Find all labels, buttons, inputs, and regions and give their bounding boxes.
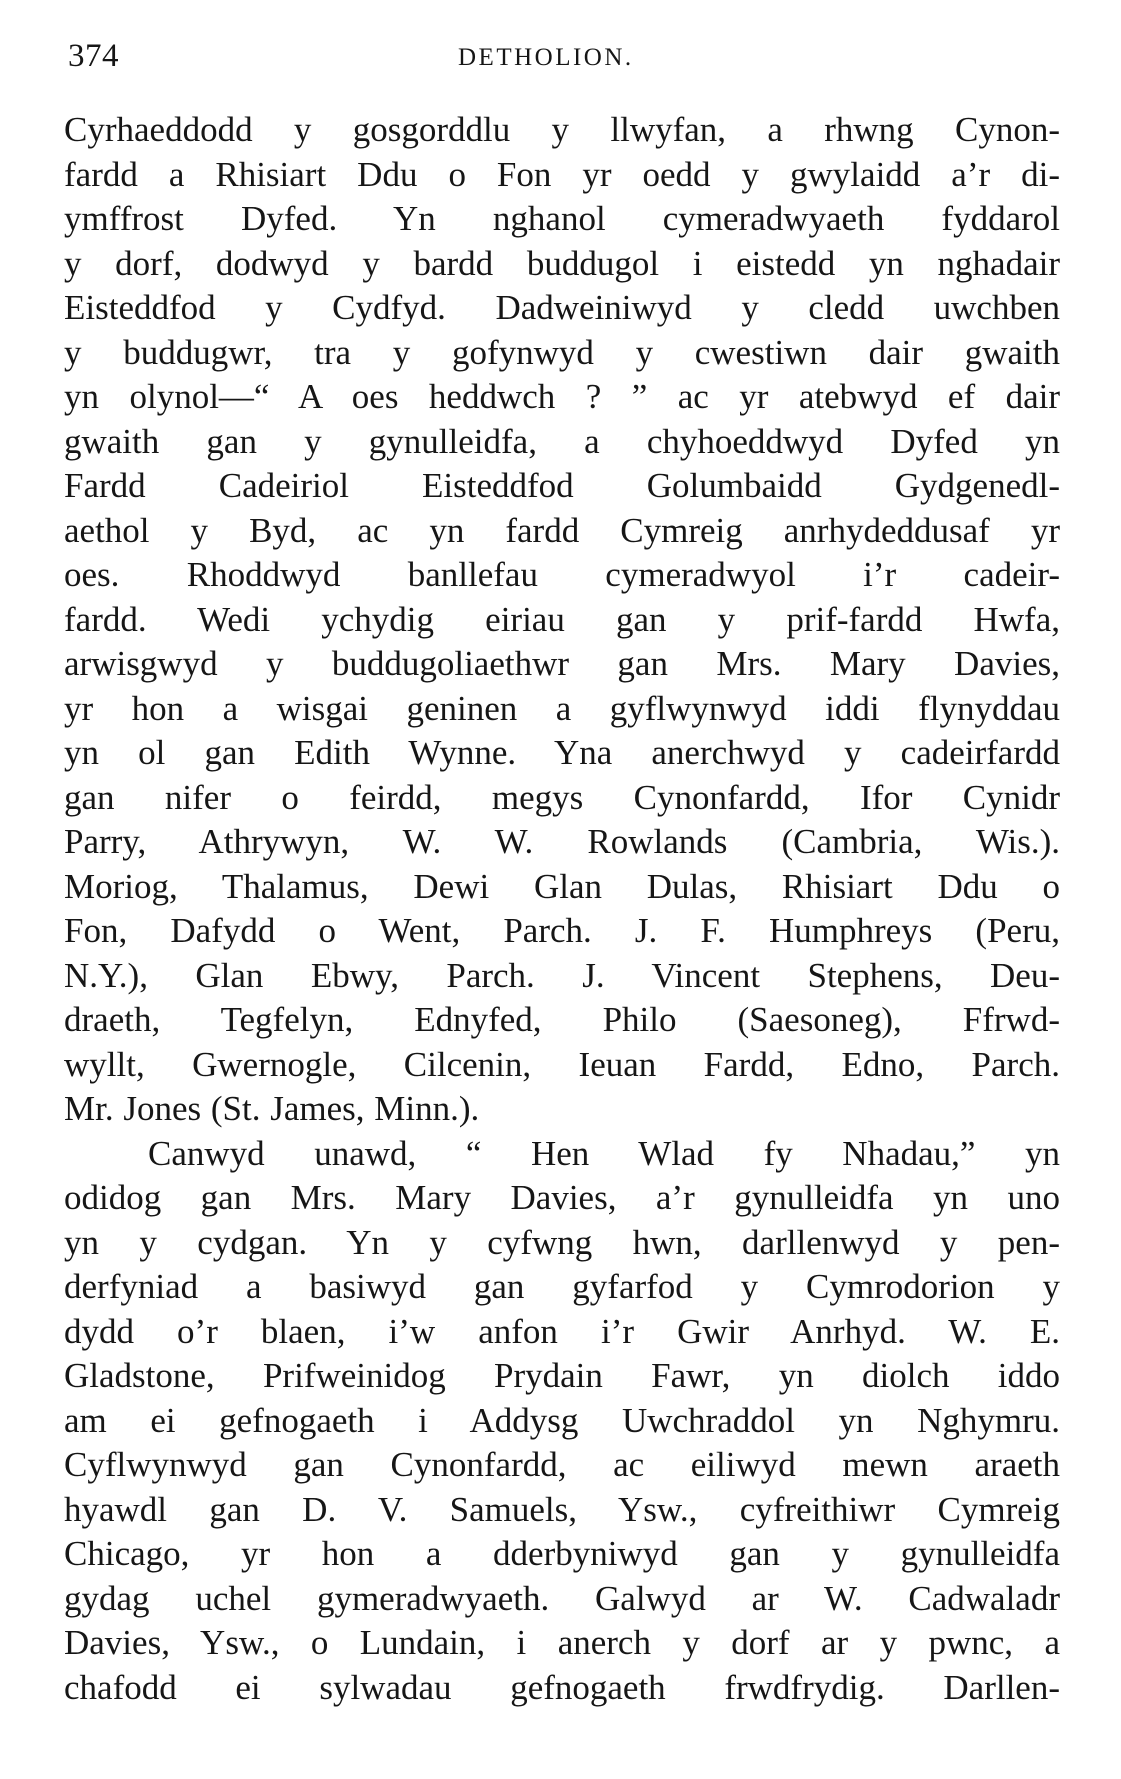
text-line: Chicago, yr hon a dderbyniwyd gan y gynulleidfa bbox=[64, 1534, 1060, 1573]
text-line: gan nifer o feirdd, megys Cynonfardd, Ifor Cynidr bbox=[64, 777, 1060, 817]
text-line: Canwyd unawd, “ Hen Wlad fy Nhadau,” yn bbox=[148, 1133, 1060, 1173]
text-line: y dorf, dodwyd y bardd buddugol i eistedd yn nghadair bbox=[64, 243, 1060, 283]
text-line: Davies, Ysw., o Lundain, i anerch y dorf ar y pwnc, a bbox=[64, 1623, 1060, 1662]
text-line: gwaith gan y gynulleidfa, a chyhoeddwyd Dyfed yn bbox=[64, 421, 1060, 461]
text-line: Fon, Dafydd o Went, Parch. J. F. Humphreys (Peru, bbox=[64, 911, 1060, 950]
paragraph-1 bbox=[64, 108, 1060, 1132]
text-line: ymffrost Dyfed. Yn nghanol cymeradwyaeth fyddarol bbox=[64, 199, 1060, 238]
text-line: derfyniad a basiwyd gan gyfarfod y Cymrodorion y bbox=[64, 1267, 1060, 1306]
text-line: Moriog, Thalamus, Dewi Glan Dulas, Rhisiart Ddu o bbox=[64, 866, 1060, 906]
text-line: yr hon a wisgai geninen a gyflwynwyd iddi flynyddau bbox=[64, 688, 1060, 728]
page-header bbox=[68, 38, 1058, 86]
text-line: arwisgwyd y buddugoliaethwr gan Mrs. Mary Davies, bbox=[64, 644, 1060, 683]
text-line: gydag uchel gymeradwyaeth. Galwyd ar W. Cadwaladr bbox=[64, 1578, 1060, 1618]
text-line: odidog gan Mrs. Mary Davies, a’r gynulleidfa yn uno bbox=[64, 1178, 1060, 1217]
text-line: Mr. Jones (St. James, Minn.). bbox=[64, 1089, 480, 1128]
body-text bbox=[64, 108, 1060, 1710]
text-line: Parry, Athrywyn, W. W. Rowlands (Cambria, Wis.). bbox=[64, 822, 1060, 861]
text-line: yn ol gan Edith Wynne. Yna anerchwyd y cadeirfardd bbox=[64, 733, 1060, 772]
text-line: y buddugwr, tra y gofynwyd y cwestiwn dair gwaith bbox=[64, 332, 1060, 372]
paragraph-2 bbox=[64, 1132, 1060, 1711]
text-line: draeth, Tegfelyn, Ednyfed, Philo (Saesoneg), Ffrwd- bbox=[64, 1000, 1060, 1039]
text-line: fardd. Wedi ychydig eiriau gan y prif-fardd Hwfa, bbox=[64, 599, 1060, 639]
text-line: Eisteddfod y Cydfyd. Dadweiniwyd y cledd uwchben bbox=[64, 288, 1060, 327]
text-line: fardd a Rhisiart Ddu o Fon yr oedd y gwylaidd a’r di- bbox=[64, 154, 1060, 194]
text-line: wyllt, Gwernogle, Cilcenin, Ieuan Fardd, Edno, Parch. bbox=[64, 1044, 1060, 1084]
text-line: chafodd ei sylwadau gefnogaeth frwdfrydig. Darllen- bbox=[64, 1667, 1060, 1707]
text-line: yn y cydgan. Yn y cyfwng hwn, darllenwyd y pen- bbox=[64, 1222, 1060, 1262]
text-line: am ei gefnogaeth i Addysg Uwchraddol yn Nghymru. bbox=[64, 1400, 1060, 1440]
text-line: Cyflwynwyd gan Cynonfardd, ac eiliwyd mewn araeth bbox=[64, 1445, 1060, 1484]
text-line: aethol y Byd, ac yn fardd Cymreig anrhydeddusaf yr bbox=[64, 510, 1060, 550]
text-line: dydd o’r blaen, i’w anfon i’r Gwir Anrhyd. W. E. bbox=[64, 1311, 1060, 1351]
text-line: Cyrhaeddodd y gosgorddlu y llwyfan, a rhwng Cynon- bbox=[64, 110, 1060, 149]
running-head: DETHOLION. bbox=[458, 44, 634, 71]
text-line: oes. Rhoddwyd banllefau cymeradwyol i’r cadeir- bbox=[64, 555, 1060, 594]
text-line: Fardd Cadeiriol Eisteddfod Golumbaidd Gydgenedl- bbox=[64, 466, 1060, 505]
text-line: Gladstone, Prifweinidog Prydain Fawr, yn diolch iddo bbox=[64, 1356, 1060, 1395]
text-line: hyawdl gan D. V. Samuels, Ysw., cyfreithiwr Cymreig bbox=[64, 1489, 1060, 1529]
text-line: yn olynol—“ A oes heddwch ? ” ac yr atebwyd ef dair bbox=[64, 377, 1060, 416]
text-line: N.Y.), Glan Ebwy, Parch. J. Vincent Stephens, Deu- bbox=[64, 955, 1060, 995]
page-number: 374 bbox=[68, 38, 119, 74]
